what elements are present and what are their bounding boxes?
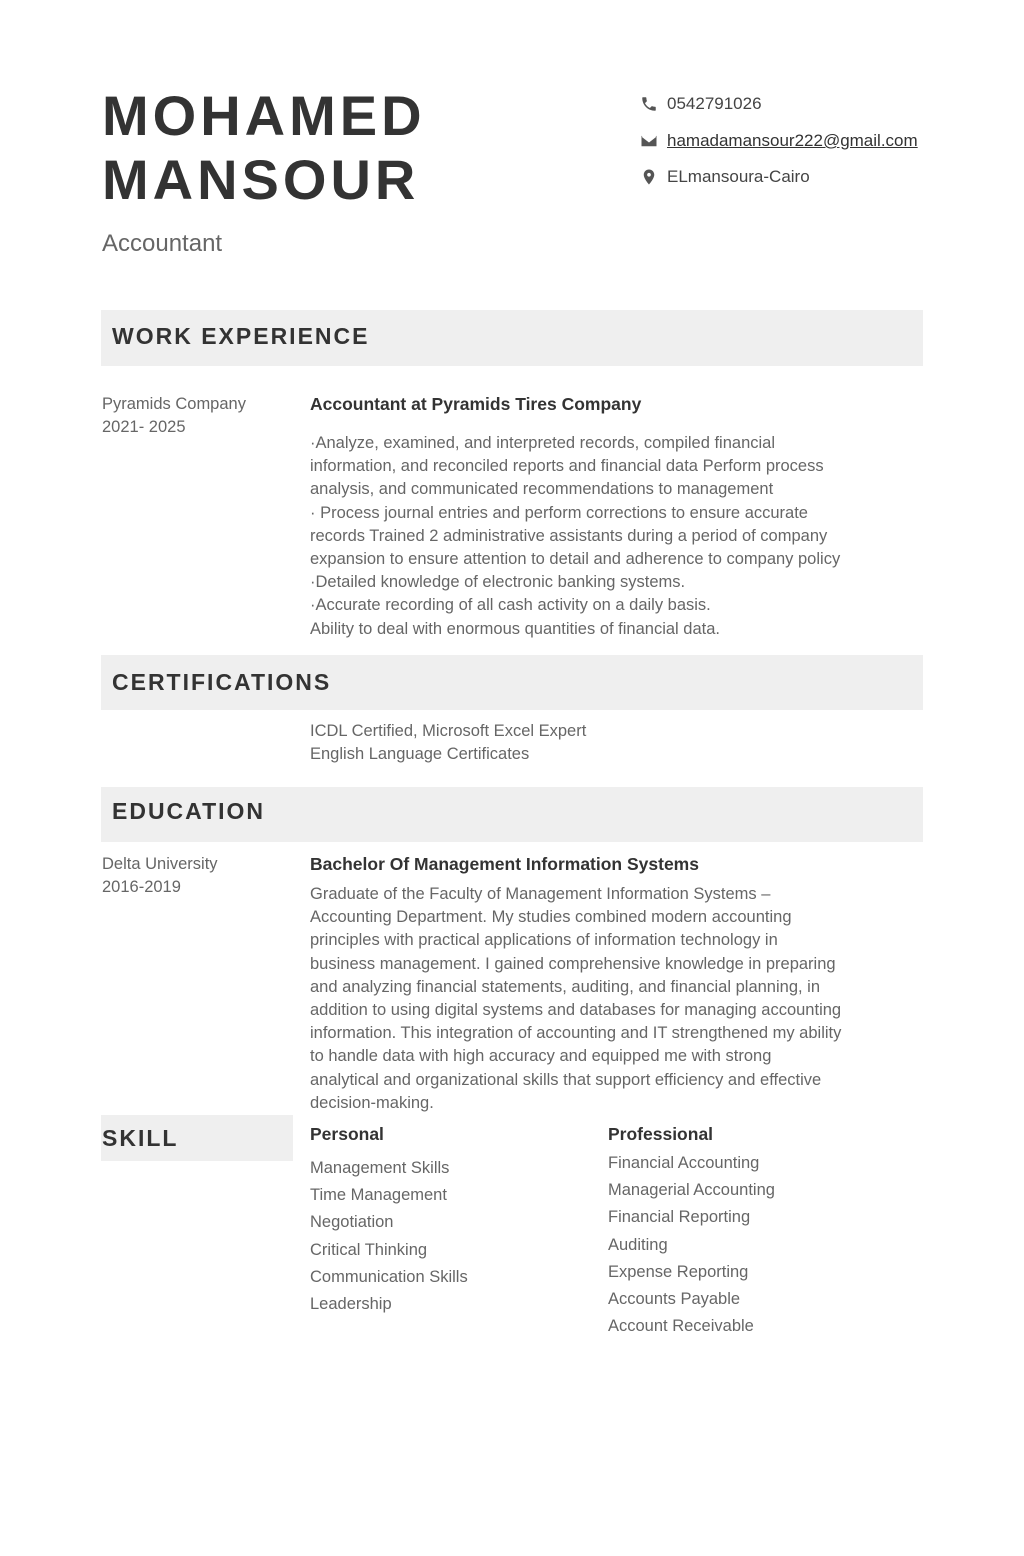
certifications-header <box>101 655 923 710</box>
work-meta <box>102 393 246 439</box>
work-line: Ability to deal with enormous quantities of financial data. <box>310 619 720 638</box>
skill-item: Auditing <box>608 1235 668 1254</box>
work-line: information, and reconciled reports and financial data Perform process <box>310 457 824 476</box>
last-name: MANSOUR <box>102 148 420 211</box>
education-line: business management. I gained comprehensive knowledge in preparing <box>310 954 836 973</box>
work-line: · Process journal entries and perform corrections to ensure accurate <box>310 503 808 522</box>
education-line: addition to using digital systems and databases for managing accounting <box>310 1001 842 1020</box>
skill-item: Negotiation <box>310 1213 394 1232</box>
education-header <box>101 787 923 842</box>
education-dates: 2016-2019 <box>102 878 181 896</box>
skill-item: Account Receivable <box>608 1317 754 1336</box>
certification-item: ICDL Certified, Microsoft Excel Expert <box>310 722 587 740</box>
certifications-list <box>310 720 922 766</box>
personal-skills-label: Personal <box>310 1124 384 1144</box>
personal-skills <box>310 1124 590 1318</box>
work-details <box>310 394 922 641</box>
location-text: ELmansoura-Cairo <box>667 167 810 186</box>
work-line: records Trained 2 administrative assistants during a period of company <box>310 526 828 545</box>
education-description <box>310 883 922 1115</box>
work-experience-header <box>101 310 923 366</box>
phone-number: 0542791026 <box>667 94 762 113</box>
education-line: analytical and organizational skills that support efficiency and effective <box>310 1070 822 1089</box>
professional-skills-list <box>608 1150 908 1340</box>
skill-item: Expense Reporting <box>608 1262 749 1281</box>
location-pin-icon <box>640 168 658 186</box>
education-details <box>310 854 922 1115</box>
skill-item: Time Management <box>310 1186 447 1205</box>
skill-item: Financial Reporting <box>608 1208 751 1227</box>
degree-title: Bachelor Of Management Information Systems <box>310 854 699 874</box>
skill-item: Accounts Payable <box>608 1289 741 1308</box>
skill-item: Communication Skills <box>310 1267 468 1286</box>
skill-item: Leadership <box>310 1294 392 1313</box>
education-line: decision-making. <box>310 1093 434 1112</box>
work-company: Pyramids Company <box>102 395 246 413</box>
education-heading: EDUCATION <box>112 798 266 824</box>
education-line: Graduate of the Faculty of Management Information Systems – <box>310 885 771 903</box>
work-dates: 2021- 2025 <box>102 418 186 436</box>
certification-item: English Language Certificates <box>310 745 530 764</box>
skill-item: Critical Thinking <box>310 1240 428 1259</box>
education-school: Delta University <box>102 855 218 873</box>
education-line: to handle data with high accuracy and equipped me with strong <box>310 1047 772 1066</box>
professional-skills-label: Professional <box>608 1124 714 1144</box>
contact-email <box>640 131 918 151</box>
education-line: principles with practical applications of information technology in <box>310 931 778 950</box>
work-line: ·Detailed knowledge of electronic banking systems. <box>310 573 686 592</box>
skill-item: Financial Accounting <box>608 1154 760 1172</box>
work-description <box>310 432 922 641</box>
certifications-heading: CERTIFICATIONS <box>112 669 332 695</box>
contact-location <box>640 167 810 187</box>
work-experience-heading: WORK EXPERIENCE <box>112 323 370 349</box>
job-title: Accountant at Pyramids Tires Company <box>310 394 642 414</box>
work-line: expansion to ensure attention to detail and adherence to company policy <box>310 550 841 569</box>
job-role: Accountant <box>102 230 223 257</box>
education-line: information. This integration of accounting and IT strengthened my ability <box>310 1024 842 1043</box>
education-line: Accounting Department. My studies combined modern accounting <box>310 908 792 927</box>
contact-phone <box>640 94 762 114</box>
skill-item: Management Skills <box>310 1159 450 1177</box>
candidate-name <box>102 84 426 212</box>
work-line: ·Accurate recording of all cash activity on a daily basis. <box>310 596 711 615</box>
first-name: MOHAMED <box>102 84 426 147</box>
education-meta <box>102 853 218 899</box>
email-link[interactable]: hamadamansour222@gmail.com <box>667 131 918 150</box>
personal-skills-list <box>310 1155 590 1318</box>
work-line: ·Analyze, examined, and interpreted records, compiled financial <box>310 434 775 452</box>
skill-header <box>101 1115 293 1161</box>
work-line: analysis, and communicated recommendations to management <box>310 480 774 499</box>
phone-icon <box>640 95 658 113</box>
education-line: and analyzing financial statements, auditing, and financial planning, in <box>310 977 821 996</box>
mail-icon <box>640 132 658 150</box>
professional-skills <box>608 1124 908 1340</box>
skill-item: Managerial Accounting <box>608 1181 775 1200</box>
skill-heading: SKILL <box>102 1125 179 1151</box>
